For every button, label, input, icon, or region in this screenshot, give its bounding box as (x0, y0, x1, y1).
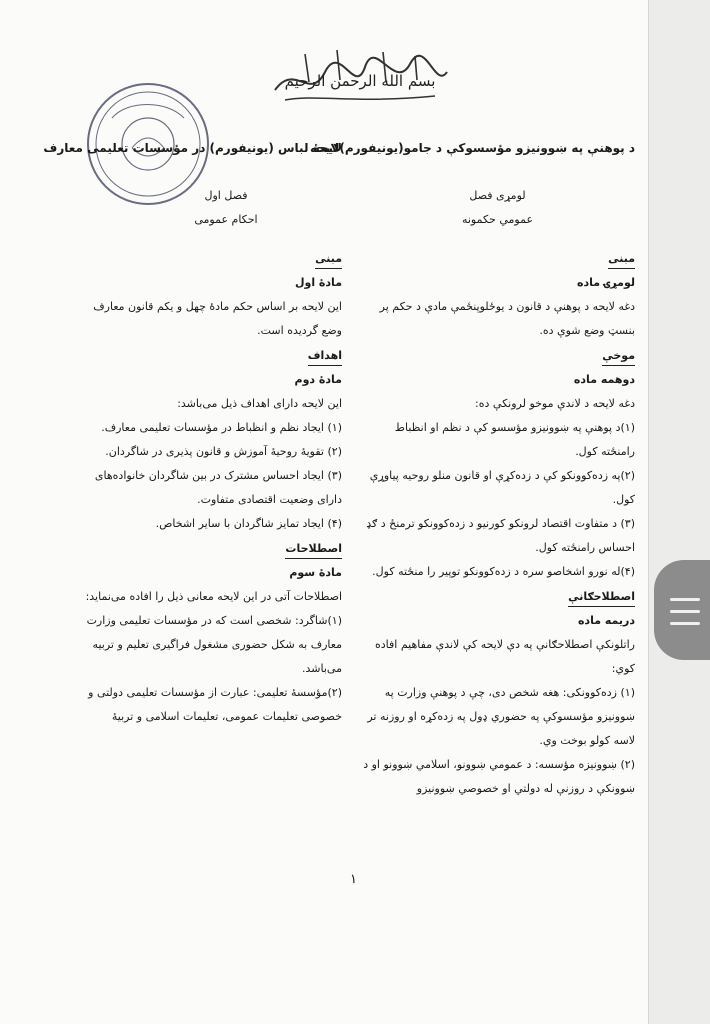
pashto-article-2-title: دوهمه ماده (573, 373, 635, 386)
pashto-goal-3: (۳) د متفاوت اقتصاد لرونکو کورنیو د زده‌کوونکو ترمنځ د ګډ احساس رامنځته کول. (366, 517, 635, 554)
handle-grip-icon (670, 622, 700, 625)
page-edge-strip (648, 0, 710, 1024)
dari-heading-goals: اهداف (308, 347, 342, 366)
bismillah-calligraphy (265, 42, 455, 112)
pashto-chapter: لومړی فصل (469, 189, 526, 202)
dari-goal-3: (۳) ایجاد احساس مشترک در بین شاگردان خانواده‌های دارای وضعیت اقتصادی متفاوت. (94, 469, 342, 506)
dari-term-1: (۱)شاگرد: شخصی است که در مؤسسات تعلیمی وزارت معارف به شکل حضوری مشغول فراگیری تعلیم و تربیه می‌باشد. (86, 614, 342, 675)
dari-goal-1: (۱) ایجاد نظم و انظباط در مؤسسات تعلیمی معارف. (101, 421, 342, 434)
pashto-article-3-intro: راتلونکې اصطلاحګانې په دې لایحه کې لاندې مفاهیم افاده کوي: (375, 638, 635, 675)
pashto-goal-4: (۴)له نورو اشخاصو سره د زده‌کوونکو توپیر را منځته کول. (372, 565, 635, 578)
dari-article-3-title: مادهٔ سوم (289, 566, 342, 579)
dari-chapter-title: احکام عمومی (194, 213, 258, 226)
dari-article-2-intro: این لایحه دارای اهداف ذیل می‌باشد: (177, 397, 342, 410)
dari-article-1-text: این لایحه بر اساس حکم مادهٔ چهل و یکم قانون معارف وضع گردیده است. (93, 300, 342, 337)
pashto-title: د پوهنې په ښوونیزو مؤسسوکې د جامو(یونیفورم)لایحه (309, 141, 635, 155)
pashto-article-2-intro: دغه لایحه د لاندې موخو لرونکې ده: (475, 397, 635, 410)
pashto-article-1-text: دغه لایحه د پوهنې د قانون د یوځلوپنځمې مادې د حکم پر بنسټ وضع شوې ده. (379, 300, 635, 337)
dari-goal-4: (۴) ایجاد تمایز شاگردان با سایر اشخاص. (155, 517, 342, 530)
dari-article-3-intro: اصطلاحات آتی در این لایحه معانی ذیل را افاده می‌نماید: (85, 590, 342, 603)
handle-grip-icon (670, 610, 700, 613)
dari-article-1-title: مادهٔ اول (294, 276, 342, 289)
pashto-term-2: (۲) ښوونیزه مؤسسه: د عمومي ښوونو، اسلامي ښوونو او د ښوونکې د روزنې له دولتي او خصوصي ښوونیزو (363, 758, 635, 795)
dari-goal-2: (۲) تقویهٔ روحیهٔ آموزش و قانون پذیری در شاگردان. (105, 445, 342, 458)
dari-heading-basis: مبنی (315, 250, 342, 269)
dari-title: لایحهٔ لباس (یونیفورم) در مؤسسات تعلیمی معارف (43, 141, 342, 155)
dari-article-2-title: مادهٔ دوم (294, 373, 342, 386)
pashto-term-1: (۱) زده‌کوونکی: هغه شخص دی، چې د پوهنې وزارت په ښوونیزو مؤسسوکې په حضوري ډول په زده‌کړه او روزنه تر لاسه کولو بوخت وي. (367, 686, 635, 747)
page-number: ١ (350, 872, 357, 887)
dari-term-2: (۲)مؤسسهٔ تعلیمی: عبارت از مؤسسات تعلیمی دولتی و خصوصی تعلیمات عمومی، تعلیمات اسلامی و تربیهٔ (88, 686, 342, 723)
svg-text:بسم الله الرحمن الرحيم: بسم الله الرحمن الرحيم (284, 72, 436, 90)
pashto-article-3-title: دریمه ماده (577, 614, 635, 627)
pashto-goal-2: (۲)په زده‌کوونکو کې د زده‌کړې او قانون منلو روحیه پیاوړې کول. (369, 469, 635, 506)
dari-chapter: فصل اول (204, 189, 248, 202)
pashto-chapter-title: عمومي حکمونه (461, 213, 534, 226)
dari-heading-terms: اصطلاحات (285, 540, 342, 559)
pashto-article-1-title: لومړۍ ماده (576, 276, 635, 289)
pashto-heading-basis: مبنی (608, 250, 635, 269)
pashto-heading-terms: اصطلاحګانې (568, 588, 635, 607)
pashto-goal-1: (۱)د پوهنې په ښوونیزو مؤسسو کې د نظم او انظباط رامنځته کول. (394, 421, 635, 458)
handle-grip-icon (670, 598, 700, 601)
pashto-heading-goals: موخې (602, 347, 635, 366)
scroll-handle[interactable] (654, 560, 710, 660)
